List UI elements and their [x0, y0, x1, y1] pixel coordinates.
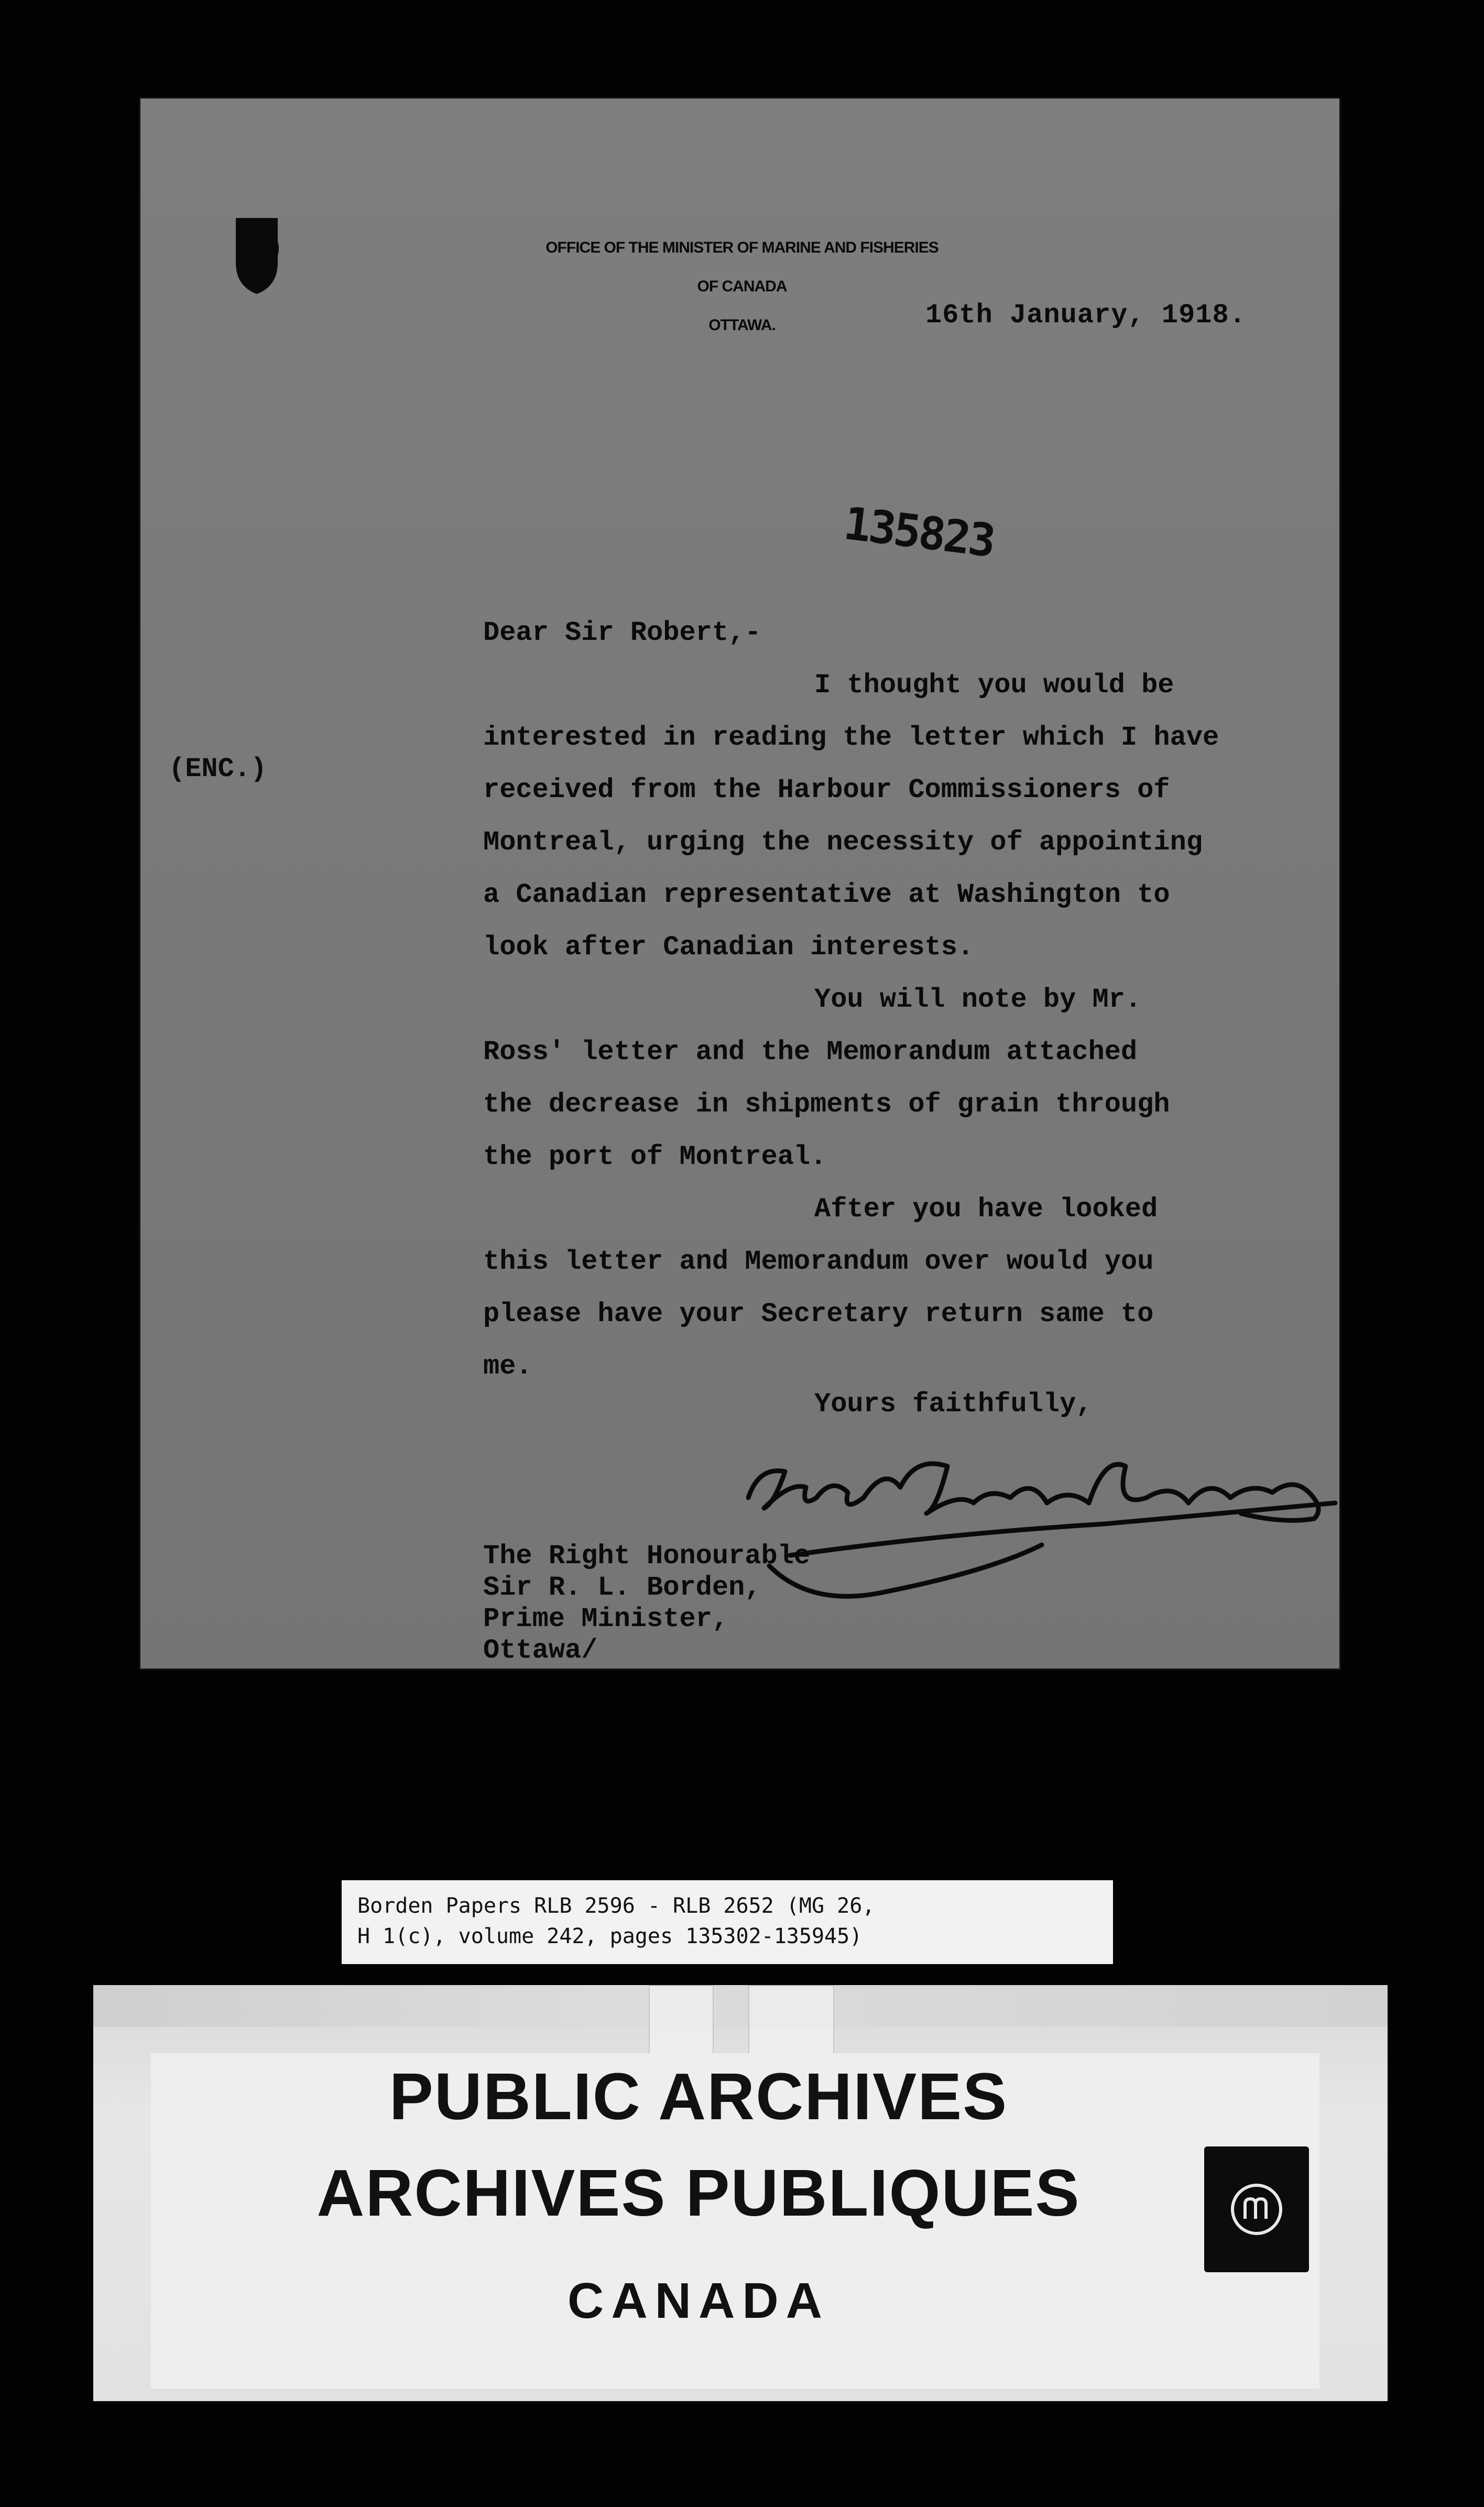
- reference-label: [342, 1880, 1113, 1964]
- body-line: You will note by Mr.: [814, 984, 1142, 1015]
- letter-page: [140, 99, 1339, 1669]
- plate-border: [93, 1985, 1388, 2027]
- body-line: the decrease in shipments of grain through: [483, 1089, 1170, 1120]
- body-line: the port of Montreal.: [483, 1141, 827, 1172]
- letterhead-office: OFFICE OF THE MINISTER OF MARINE AND FISHERIES: [545, 239, 939, 256]
- reference-line: Borden Papers RLB 2596 - RLB 2652 (MG 26,: [357, 1894, 875, 1918]
- addressee-line: Sir R. L. Borden,: [483, 1572, 761, 1603]
- body-line: After you have looked: [814, 1194, 1158, 1225]
- archives-title-french: ARCHIVES PUBLIQUES: [317, 2156, 1081, 2230]
- body-line: please have your Secretary return same to: [483, 1299, 1154, 1329]
- archives-seal-icon: [1228, 2181, 1285, 2238]
- archives-title-english: PUBLIC ARCHIVES: [389, 2059, 1008, 2133]
- body-line: this letter and Memorandum over would you: [483, 1246, 1154, 1277]
- body-line: Montreal, urging the necessity of appointing: [483, 827, 1203, 858]
- closing: Yours faithfully,: [814, 1389, 1093, 1420]
- addressee-line: Prime Minister,: [483, 1604, 729, 1634]
- letterhead-city: OTTAWA.: [708, 317, 776, 334]
- body-line: interested in reading the letter which I have: [483, 722, 1219, 753]
- addressee-line: The Right Honourable: [483, 1541, 811, 1572]
- coat-of-arms-icon: [231, 213, 283, 297]
- body-line: I thought you would be: [814, 670, 1174, 701]
- archives-plate: [93, 1985, 1388, 2401]
- archives-logo: [1204, 2146, 1309, 2272]
- body-line: received from the Harbour Commissioners of: [483, 775, 1170, 805]
- document-stamp-number: 135823: [841, 497, 997, 568]
- addressee-line: Ottawa/: [483, 1635, 598, 1666]
- letter-body: [483, 607, 1322, 1393]
- letterhead: [511, 228, 973, 345]
- body-line: look after Canadian interests.: [483, 932, 974, 963]
- handwritten-signature: [727, 1435, 1346, 1613]
- enclosure-note: (ENC.): [169, 754, 267, 784]
- reference-line: H 1(c), volume 242, pages 135302-135945): [357, 1924, 863, 1948]
- addressee-block: [483, 1541, 810, 1666]
- body-line: Ross' letter and the Memorandum attached: [483, 1037, 1138, 1067]
- body-line: a Canadian representative at Washington to: [483, 879, 1170, 910]
- letter-date: 16th January, 1918.: [925, 300, 1246, 331]
- salutation: Dear Sir Robert,-: [483, 617, 761, 648]
- archives-country: CANADA: [568, 2273, 830, 2329]
- letterhead-country: OF CANADA: [697, 278, 787, 295]
- body-line: me.: [483, 1351, 532, 1382]
